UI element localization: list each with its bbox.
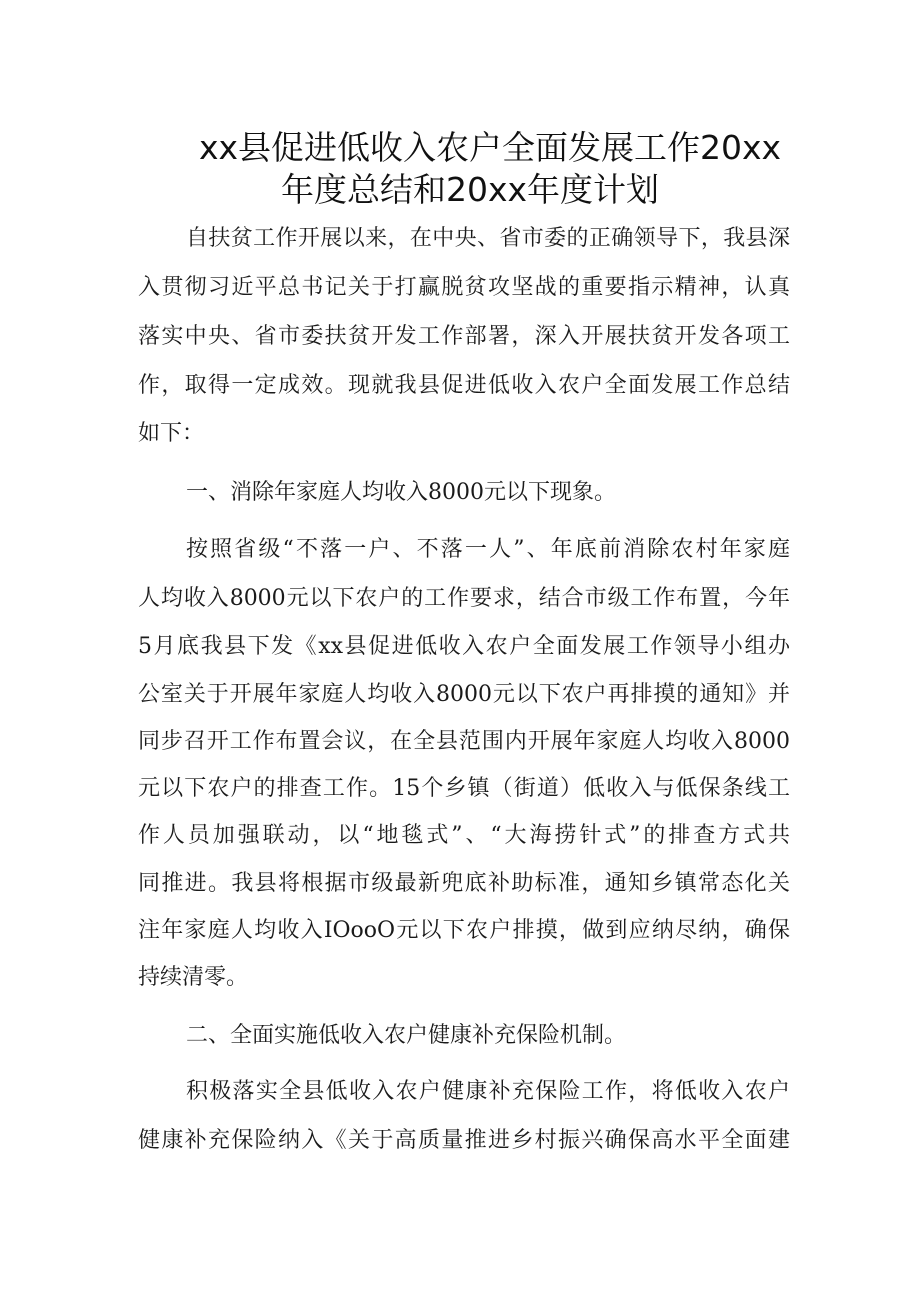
text-line: 作人员加强联动，以“地毯式”、“大海捞针式”的排查方式共 xyxy=(138,823,790,848)
text-line: 作，取得一定成效。现就我县促进低收入农户全面发展工作总结 xyxy=(138,373,790,398)
text-line: 持续清零。 xyxy=(138,965,249,990)
text-line: 如下： xyxy=(138,421,205,446)
text-line: 元以下农户的排查工作。15个乡镇（街道）低收入与低保条线工 xyxy=(138,776,790,801)
text-line: 积极落实全县低收入农户健康补充保险工作，将低收入农户 xyxy=(186,1079,790,1104)
document-title-line-1: xx县促进低收入农户全面发展工作20xx xyxy=(198,128,782,167)
text-line: 注年家庭人均收入IOooO元以下农户排摸，做到应纳尽纳，确保 xyxy=(138,918,790,943)
text-line: 二、全面实施低收入农户健康补充保险机制。 xyxy=(186,1023,627,1048)
text-line: 一、消除年家庭人均收入8000元以下现象。 xyxy=(186,480,616,505)
text-line: 健康补充保险纳入《关于高质量推进乡村振兴确保高水平全面建 xyxy=(138,1128,790,1153)
text-line: 5月底我县下发《xx县促进低收入农户全面发展工作领导小组办 xyxy=(138,634,790,659)
text-line: 按照省级“不落一户、不落一人”、年底前消除农村年家庭 xyxy=(186,537,790,562)
text-line: 同步召开工作布置会议，在全县范围内开展年家庭人均收入8000 xyxy=(138,729,790,754)
text-line: 公室关于开展年家庭人均收入8000元以下农户再排摸的通知》并 xyxy=(138,682,790,707)
text-line: 入贯彻习近平总书记关于打赢脱贫攻坚战的重要指示精神，认真 xyxy=(138,275,790,300)
document-title-line-2: 年度总结和20xx年度计划 xyxy=(280,170,660,209)
text-line: 人均收入8000元以下农户的工作要求，结合市级工作布置，今年 xyxy=(138,586,790,611)
text-line: 自扶贫工作开展以来，在中央、省市委的正确领导下，我县深 xyxy=(186,226,790,251)
text-line: 同推进。我县将根据市级最新兜底补助标准，通知乡镇常态化关 xyxy=(138,871,790,896)
text-line: 落实中央、省市委扶贫开发工作部署，深入开展扶贫开发各项工 xyxy=(138,324,790,349)
